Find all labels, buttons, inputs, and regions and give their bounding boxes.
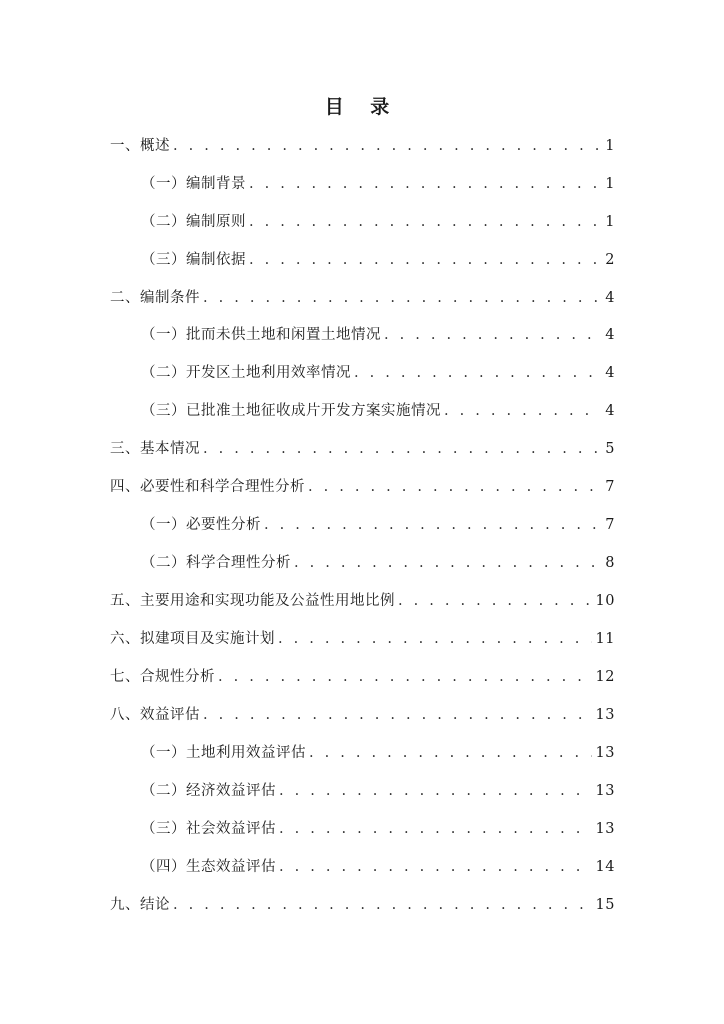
toc-entry-4-2[interactable] bbox=[141, 551, 615, 575]
toc-entry-1[interactable] bbox=[110, 134, 615, 158]
toc-entry-8[interactable] bbox=[110, 703, 615, 727]
toc-page-number: 4 bbox=[605, 327, 615, 343]
toc-entry-label: （三）社会效益评估 bbox=[141, 821, 276, 837]
toc-entry-1-3[interactable] bbox=[141, 248, 615, 272]
toc-dot-leader bbox=[203, 437, 601, 461]
toc-dot-leader bbox=[279, 817, 592, 841]
toc-entry-2-1[interactable] bbox=[141, 323, 615, 347]
toc-entry-8-1[interactable] bbox=[141, 741, 615, 765]
toc-entry-8-3[interactable] bbox=[141, 817, 615, 841]
toc-page-number: 1 bbox=[605, 214, 615, 230]
toc-entry-label: 九、结论 bbox=[110, 897, 170, 913]
toc-entry-1-2[interactable] bbox=[141, 210, 615, 234]
toc-entry-label: 七、合规性分析 bbox=[110, 669, 215, 685]
toc-entry-6[interactable] bbox=[110, 627, 615, 651]
toc-page-number: 4 bbox=[605, 403, 615, 419]
toc-page-number: 13 bbox=[595, 745, 615, 761]
toc-entry-label: （一）批而未供土地和闲置土地情况 bbox=[141, 327, 381, 343]
toc-entry-3[interactable] bbox=[110, 437, 615, 461]
toc-page-number: 14 bbox=[595, 859, 615, 875]
toc-entry-2-2[interactable] bbox=[141, 361, 615, 385]
toc-entry-label: （一）土地利用效益评估 bbox=[141, 745, 306, 761]
toc-page-number: 13 bbox=[595, 821, 615, 837]
toc-entry-7[interactable] bbox=[110, 665, 615, 689]
toc-entry-label: 四、必要性和科学合理性分析 bbox=[110, 479, 305, 495]
toc-dot-leader bbox=[354, 361, 601, 385]
toc-dot-leader bbox=[279, 779, 592, 803]
toc-entry-4[interactable] bbox=[110, 475, 615, 499]
toc-page-number: 1 bbox=[605, 176, 615, 192]
toc-page-number: 1 bbox=[605, 138, 615, 154]
toc-dot-leader bbox=[249, 248, 601, 272]
toc-dot-leader bbox=[294, 551, 601, 575]
toc-page-number: 13 bbox=[595, 783, 615, 799]
toc-page-number: 4 bbox=[605, 365, 615, 381]
toc-entry-label: （二）开发区土地利用效率情况 bbox=[141, 365, 351, 381]
toc-entry-label: 一、概述 bbox=[110, 138, 170, 154]
toc-dot-leader bbox=[173, 134, 601, 158]
toc-entry-2-3[interactable] bbox=[141, 399, 615, 423]
toc-dot-leader bbox=[264, 513, 601, 537]
toc-entry-2[interactable] bbox=[110, 286, 615, 310]
toc-title: 目 录 bbox=[324, 96, 400, 118]
toc-dot-leader bbox=[203, 703, 592, 727]
toc-dot-leader bbox=[398, 589, 592, 613]
toc-entry-1-1[interactable] bbox=[141, 172, 615, 196]
toc-page-number: 12 bbox=[595, 669, 615, 685]
toc-entry-label: （一）编制背景 bbox=[141, 176, 246, 192]
toc-dot-leader bbox=[278, 627, 592, 651]
toc-entry-8-4[interactable] bbox=[141, 855, 615, 879]
toc-entry-label: 三、基本情况 bbox=[110, 441, 200, 457]
toc-entry-label: （二）科学合理性分析 bbox=[141, 555, 291, 571]
toc-entry-label: （二）经济效益评估 bbox=[141, 783, 276, 799]
toc-entry-label: （一）必要性分析 bbox=[141, 517, 261, 533]
toc-dot-leader bbox=[218, 665, 592, 689]
toc-dot-leader bbox=[444, 399, 601, 423]
toc-dot-leader bbox=[249, 210, 601, 234]
toc-entry-label: 五、主要用途和实现功能及公益性用地比例 bbox=[110, 593, 395, 609]
toc-page-number: 7 bbox=[605, 517, 615, 533]
toc-entry-4-1[interactable] bbox=[141, 513, 615, 537]
toc-page-number: 7 bbox=[605, 479, 615, 495]
toc-entry-label: （四）生态效益评估 bbox=[141, 859, 276, 875]
toc-page-number: 2 bbox=[605, 252, 615, 268]
toc-page-number: 5 bbox=[605, 441, 615, 457]
toc-dot-leader bbox=[309, 741, 592, 765]
toc-entry-label: （二）编制原则 bbox=[141, 214, 246, 230]
toc-page-number: 4 bbox=[605, 290, 615, 306]
toc-dot-leader bbox=[384, 323, 601, 347]
toc-entry-label: （三）编制依据 bbox=[141, 252, 246, 268]
toc-dot-leader bbox=[203, 286, 601, 310]
toc-page-number: 8 bbox=[605, 555, 615, 571]
toc-entry-label: 六、拟建项目及实施计划 bbox=[110, 631, 275, 647]
toc-page-number: 11 bbox=[595, 631, 615, 647]
toc-page-number: 15 bbox=[595, 897, 615, 913]
toc-entry-9[interactable] bbox=[110, 893, 615, 917]
toc-page-number: 13 bbox=[595, 707, 615, 723]
toc-entry-label: 二、编制条件 bbox=[110, 290, 200, 306]
toc-entry-label: 八、效益评估 bbox=[110, 707, 200, 723]
toc-dot-leader bbox=[308, 475, 601, 499]
toc-entry-5[interactable] bbox=[110, 589, 615, 613]
toc-page-number: 10 bbox=[595, 593, 615, 609]
toc-entry-8-2[interactable] bbox=[141, 779, 615, 803]
toc-dot-leader bbox=[249, 172, 601, 196]
toc-dot-leader bbox=[279, 855, 592, 879]
toc-entry-label: （三）已批准土地征收成片开发方案实施情况 bbox=[141, 403, 441, 419]
toc-dot-leader bbox=[173, 893, 592, 917]
